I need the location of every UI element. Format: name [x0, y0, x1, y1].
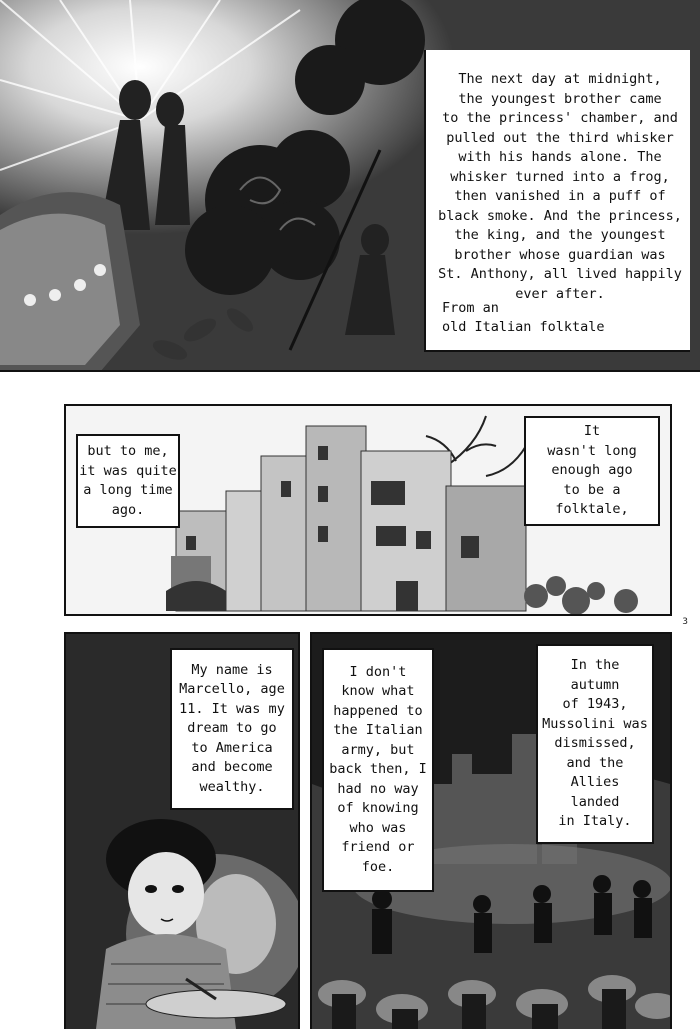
panel-fairytale — [0, 0, 700, 372]
caption-marcello-text: My name is Marcello, age 11. It was my dream to go to America and become wealthy. — [179, 661, 285, 795]
page-number: 3 — [682, 617, 688, 627]
caption-long-time-ago-text: but to me, it was quite a long time ago. — [79, 443, 177, 518]
narration-box — [424, 50, 690, 352]
caption-italian-army-text: I don't know what happened to the Italian army, but back then, I had no way of knowing who was friend or foe. — [329, 663, 427, 875]
caption-folktale — [524, 416, 660, 526]
narration-text: The next day at midnight, the youngest brother came to the princess' chamber, and pulled out the third whisker with his hands alone. The whisker turned into a frog, then vanished in a puff of black smoke. And the princess, the king, and the youngest brother whose guardian was St. Anthony, all lived happily ever after. — [438, 71, 682, 302]
panel-town — [64, 404, 672, 616]
source-line-1: From an — [442, 300, 499, 316]
caption-italian-army — [322, 648, 434, 892]
panel-marcello — [64, 632, 300, 1029]
caption-1943-text: In the autumn of 1943, Mussolini was dismissed, and the Allies landed in Italy. — [542, 657, 648, 830]
source-line-2: old Italian folktale — [442, 319, 605, 335]
caption-1943 — [536, 644, 654, 844]
caption-folktale-text: It wasn't long enough ago to be a folktale, — [547, 423, 637, 518]
caption-marcello — [170, 648, 294, 810]
panel-war — [310, 632, 672, 1029]
caption-long-time-ago — [76, 434, 180, 528]
